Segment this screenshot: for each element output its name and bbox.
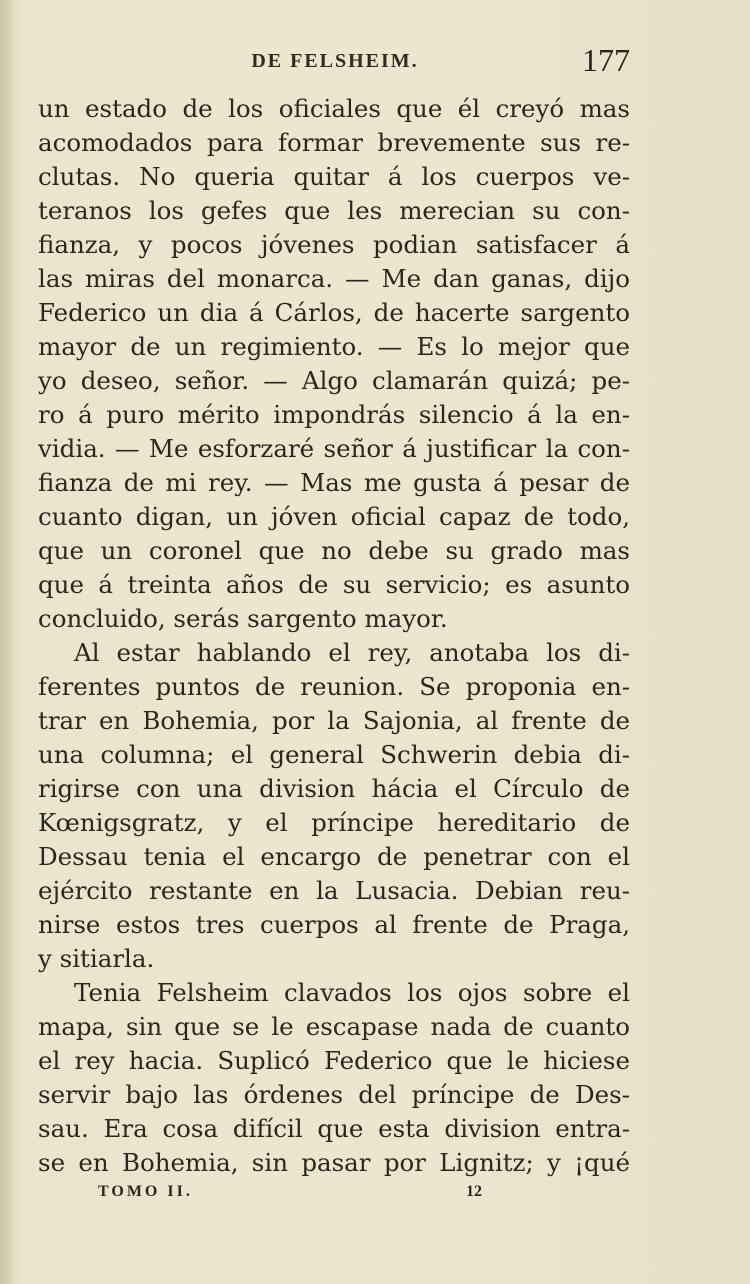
text-line: una columna; el general Schwerin debia di- — [38, 740, 630, 769]
body-text — [38, 92, 630, 1180]
text-line: ro á puro mérito impondrás silencio á la en- — [38, 400, 630, 429]
text-line: que á treinta años de su servicio; es asunto — [38, 570, 630, 599]
text-line: teranos los gefes que les merecian su con- — [38, 196, 630, 225]
text-line: fianza de mi rey. — Mas me gusta á pesar de — [38, 468, 630, 497]
text-line: Federico un dia á Cárlos, de hacerte sargento — [38, 298, 630, 327]
text-line: que un coronel que no debe su grado mas — [38, 536, 630, 565]
page-number: 177 — [582, 42, 630, 78]
text-line: mayor de un regimiento. — Es lo mejor que — [38, 332, 630, 361]
text-line: concluido, serás sargento mayor. — [38, 604, 448, 633]
text-line: trar en Bohemia, por la Sajonia, al frente de — [38, 706, 630, 735]
text-line: un estado de los oficiales que él creyó mas — [38, 94, 630, 123]
text-line: sau. Era cosa difícil que esta division entra- — [38, 1114, 630, 1143]
text-line: Kœnigsgratz, y el príncipe hereditario de — [38, 808, 630, 837]
text-line: ejército restante en la Lusacia. Debian reu- — [38, 876, 630, 905]
page-gutter-shadow — [0, 0, 14, 1284]
text-line: Tenia Felsheim clavados los ojos sobre el — [74, 978, 630, 1007]
text-line: servir bajo las órdenes del príncipe de Des- — [38, 1080, 630, 1109]
text-line: vidia. — Me esforzaré señor á justificar la con- — [38, 434, 630, 463]
text-line: las miras del monarca. — Me dan ganas, dijo — [38, 264, 630, 293]
text-line: rigirse con una division hácia el Círculo de — [38, 774, 630, 803]
text-line: se en Bohemia, sin pasar por Lignitz; y ¡qué — [38, 1148, 630, 1177]
text-line: Al estar hablando el rey, anotaba los di- — [74, 638, 630, 667]
signature-mark: 12 — [466, 1183, 482, 1200]
text-line: mapa, sin que se le escapase nada de cuanto — [38, 1012, 630, 1041]
text-line: clutas. No queria quitar á los cuerpos ve- — [38, 162, 630, 191]
text-line: cuanto digan, un jóven oficial capaz de todo, — [38, 502, 630, 531]
text-line: Dessau tenia el encargo de penetrar con el — [38, 842, 630, 871]
text-line: nirse estos tres cuerpos al frente de Praga, — [38, 910, 630, 939]
text-line: ferentes puntos de reunion. Se proponia en- — [38, 672, 630, 701]
running-title: DE FELSHEIM. — [251, 50, 419, 72]
text-line: yo deseo, señor. — Algo clamarán quizá; pe- — [38, 366, 630, 395]
text-line: fianza, y pocos jóvenes podian satisfacer á — [38, 230, 630, 259]
text-line: acomodados para formar brevemente sus re- — [38, 128, 630, 157]
text-line: y sitiarla. — [38, 944, 155, 973]
signature-label: TOMO II. — [98, 1183, 193, 1200]
text-line: el rey hacia. Suplicó Federico que le hiciese — [38, 1046, 630, 1075]
